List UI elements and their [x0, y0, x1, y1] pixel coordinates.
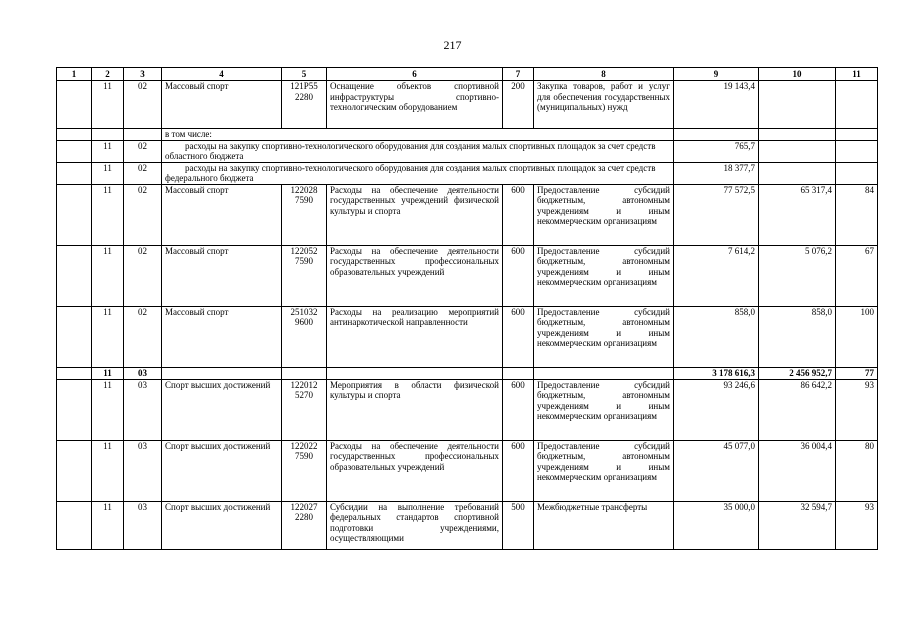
expense-description: расходы на закупку спортивно-технологического оборудования для создания малых спортивных площадок за счет средств областного бюджета: [162, 140, 674, 162]
table-row: [57, 367, 878, 379]
column-header-11: 11: [836, 68, 878, 81]
cell-subsection: 02: [124, 306, 162, 367]
cell-executed: 65 317,4: [759, 184, 836, 245]
table-row: [57, 440, 878, 501]
cell-expense-type-name: Предоставление субсидий бюджетным, автономным учреждениям и иным некоммерческим организациям: [534, 306, 674, 367]
cell-planned: 93 246,6: [674, 379, 759, 440]
cell-expense-type: 600: [503, 306, 534, 367]
cell-percent: 67: [836, 245, 878, 306]
cell-section: 11: [92, 440, 124, 501]
cell-col1: [57, 440, 92, 501]
cell-planned: 19 143,4: [674, 81, 759, 129]
cell-target-name: [327, 367, 503, 379]
cell-section: 11: [92, 140, 124, 162]
cell-executed: 32 594,7: [759, 501, 836, 549]
table-row: [57, 379, 878, 440]
cell-executed: 5 076,2: [759, 245, 836, 306]
table-row: [57, 140, 878, 162]
cell-col1: [57, 140, 92, 162]
cell-target-code: 122028 7590: [282, 184, 327, 245]
cell-subsection: 02: [124, 81, 162, 129]
cell-section-name: Массовый спорт: [162, 184, 282, 245]
cell-target-code: 251032 9600: [282, 306, 327, 367]
cell-expense-type-name: Межбюджетные трансферты: [534, 501, 674, 549]
cell-section-name: Спорт высших достижений: [162, 501, 282, 549]
cell-planned: 7 614,2: [674, 245, 759, 306]
cell-percent: [836, 140, 878, 162]
cell-percent: [836, 81, 878, 129]
cell-section-name: [162, 367, 282, 379]
cell-percent: 93: [836, 379, 878, 440]
table-header-row: [57, 68, 878, 81]
cell-subsection: 02: [124, 140, 162, 162]
cell-expense-type: 200: [503, 81, 534, 129]
column-header-1: 1: [57, 68, 92, 81]
cell-col1: [57, 501, 92, 549]
cell-percent: 77: [836, 367, 878, 379]
cell-target-code: [282, 367, 327, 379]
table-row: [57, 129, 878, 141]
page-number: 217: [443, 38, 462, 52]
cell-subsection: 03: [124, 501, 162, 549]
cell-executed: [759, 81, 836, 129]
column-header-2: 2: [92, 68, 124, 81]
cell-target-code: 122022 7590: [282, 440, 327, 501]
cell-section-name: Спорт высших достижений: [162, 440, 282, 501]
cell-section: 11: [92, 184, 124, 245]
table-row: [57, 306, 878, 367]
cell-target-name: Субсидии на выполнение требований федеральных стандартов спортивной подготовки учреждениями, осуществляющими: [327, 501, 503, 549]
cell-section-name: Массовый спорт: [162, 81, 282, 129]
cell-target-name: Оснащение объектов спортивной инфраструктуры спортивно-технологическим оборудованием: [327, 81, 503, 129]
cell-col10: [759, 129, 836, 141]
expense-description: расходы на закупку спортивно-технологического оборудования для создания малых спортивных площадок за счет средств федерального бюджета: [162, 162, 674, 184]
cell-section: 11: [92, 306, 124, 367]
column-header-8: 8: [534, 68, 674, 81]
cell-executed: 36 004,4: [759, 440, 836, 501]
subtotal-label: в том числе:: [162, 129, 674, 141]
cell-planned: 45 077,0: [674, 440, 759, 501]
cell-expense-type-name: Предоставление субсидий бюджетным, автономным учреждениям и иным некоммерческим организациям: [534, 379, 674, 440]
column-header-7: 7: [503, 68, 534, 81]
cell-col1: [57, 245, 92, 306]
cell-subsection: 03: [124, 440, 162, 501]
cell-section: 11: [92, 367, 124, 379]
cell-section: 11: [92, 245, 124, 306]
cell-planned: 35 000,0: [674, 501, 759, 549]
cell-planned: 765,7: [674, 140, 759, 162]
column-header-4: 4: [162, 68, 282, 81]
cell-target-name: Расходы на обеспечение деятельности государственных профессиональных образовательных учреждений: [327, 245, 503, 306]
cell-percent: 93: [836, 501, 878, 549]
table-body: [57, 68, 878, 550]
cell-expense-type: 500: [503, 501, 534, 549]
table-row: [57, 245, 878, 306]
table-row: [57, 501, 878, 549]
cell-executed: 86 642,2: [759, 379, 836, 440]
cell-expense-type: 600: [503, 245, 534, 306]
table-row: [57, 162, 878, 184]
cell-percent: [836, 162, 878, 184]
cell-col9: [674, 129, 759, 141]
cell-col1: [57, 184, 92, 245]
cell-col1: [57, 129, 92, 141]
cell-subsection: 02: [124, 162, 162, 184]
table-row: [57, 81, 878, 129]
cell-section: 11: [92, 379, 124, 440]
column-header-10: 10: [759, 68, 836, 81]
cell-planned: 77 572,5: [674, 184, 759, 245]
cell-expense-type: 600: [503, 440, 534, 501]
cell-target-name: Мероприятия в области физической культуры и спорта: [327, 379, 503, 440]
column-header-9: 9: [674, 68, 759, 81]
cell-col11: [836, 129, 878, 141]
budget-table: [56, 67, 878, 550]
cell-section-name: Массовый спорт: [162, 245, 282, 306]
cell-expense-type: [503, 367, 534, 379]
cell-section: 11: [92, 162, 124, 184]
cell-expense-type-name: Закупка товаров, работ и услуг для обеспечения государственных (муниципальных) нужд: [534, 81, 674, 129]
cell-expense-type-name: [534, 367, 674, 379]
cell-executed: [759, 140, 836, 162]
cell-subsection: 02: [124, 245, 162, 306]
cell-expense-type: 600: [503, 379, 534, 440]
cell-col1: [57, 81, 92, 129]
cell-planned: 18 377,7: [674, 162, 759, 184]
column-header-3: 3: [124, 68, 162, 81]
cell-target-code: 122012 5270: [282, 379, 327, 440]
cell-executed: 858,0: [759, 306, 836, 367]
cell-planned: 3 178 616,3: [674, 367, 759, 379]
cell-percent: 80: [836, 440, 878, 501]
table-row: [57, 184, 878, 245]
cell-expense-type-name: Предоставление субсидий бюджетным, автономным учреждениям и иным некоммерческим организациям: [534, 245, 674, 306]
cell-expense-type: 600: [503, 184, 534, 245]
cell-col1: [57, 367, 92, 379]
cell-target-code: 122052 7590: [282, 245, 327, 306]
cell-subsection: 03: [124, 379, 162, 440]
cell-col3: [124, 129, 162, 141]
cell-section: 11: [92, 81, 124, 129]
cell-target-name: Расходы на обеспечение деятельности государственных профессиональных образовательных учреждений: [327, 440, 503, 501]
cell-expense-type-name: Предоставление субсидий бюджетным, автономным учреждениям и иным некоммерческим организациям: [534, 184, 674, 245]
cell-percent: 100: [836, 306, 878, 367]
cell-target-name: Расходы на реализацию мероприятий антинаркотической направленности: [327, 306, 503, 367]
cell-expense-type-name: Предоставление субсидий бюджетным, автономным учреждениям и иным некоммерческим организациям: [534, 440, 674, 501]
cell-planned: 858,0: [674, 306, 759, 367]
cell-col2: [92, 129, 124, 141]
cell-col1: [57, 306, 92, 367]
cell-target-name: Расходы на обеспечение деятельности государственных учреждений физической культуры и спорта: [327, 184, 503, 245]
cell-subsection: 03: [124, 367, 162, 379]
cell-target-code: 121Р55 2280: [282, 81, 327, 129]
cell-percent: 84: [836, 184, 878, 245]
cell-subsection: 02: [124, 184, 162, 245]
cell-section: 11: [92, 501, 124, 549]
column-header-5: 5: [282, 68, 327, 81]
cell-col1: [57, 162, 92, 184]
cell-executed: 2 456 952,7: [759, 367, 836, 379]
cell-col1: [57, 379, 92, 440]
cell-target-code: 122027 2280: [282, 501, 327, 549]
cell-executed: [759, 162, 836, 184]
cell-section-name: Массовый спорт: [162, 306, 282, 367]
cell-section-name: Спорт высших достижений: [162, 379, 282, 440]
column-header-6: 6: [327, 68, 503, 81]
